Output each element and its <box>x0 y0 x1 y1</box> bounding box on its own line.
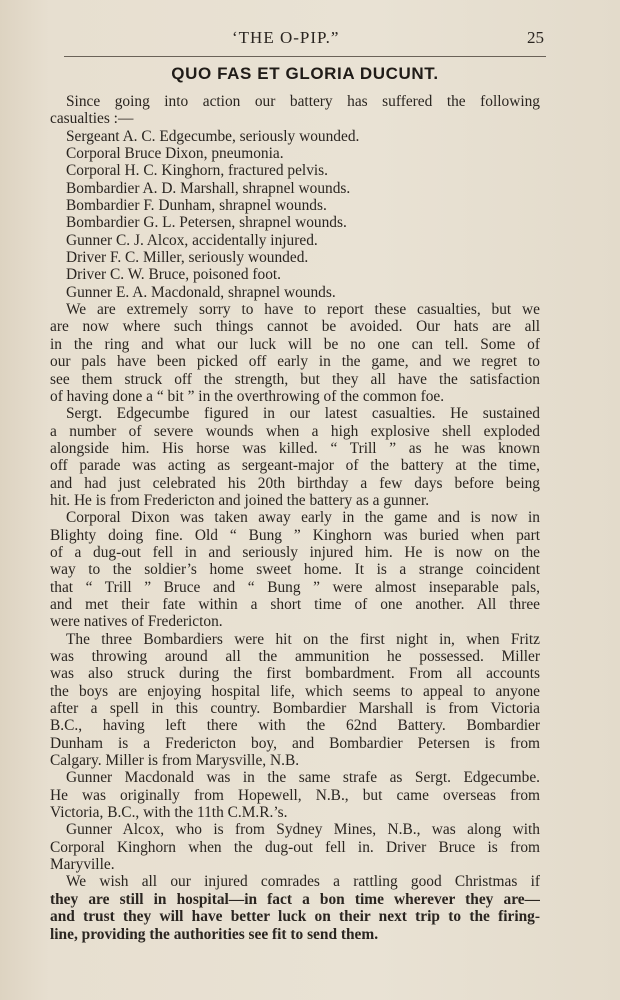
article-line: We wish all our injured comrades a rattling good Christmas if <box>66 873 540 891</box>
article-line: are now where such things cannot be avoided. Our hats are all <box>50 318 540 336</box>
article-line: Bombardier A. D. Marshall, shrapnel wounds. <box>66 179 351 197</box>
article-title: QUO FAS ET GLORIA DUCUNT. <box>171 64 439 83</box>
article-line: Since going into action our battery has suffered the following <box>66 93 540 110</box>
article-line: Dunham is a Fredericton boy, and Bombardier Petersen is from <box>50 734 540 752</box>
article-line: Driver C. W. Bruce, poisoned foot. <box>66 266 282 284</box>
article-line: Corporal Kinghorn when the dug-out fell in. Driver Bruce is from <box>50 838 540 856</box>
article-line: Maryville. <box>50 856 115 874</box>
article-line: and trust they will have better luck on their next trip to the firing- <box>50 908 540 926</box>
article-line: Gunner Alcox, who is from Sydney Mines, N.B., was along with <box>66 821 540 839</box>
article-body <box>50 93 540 943</box>
article-line: casualties :— <box>50 110 134 128</box>
article-line: of having done a “ bit ” in the overthrowing of the common foe. <box>50 387 445 405</box>
article-line: were natives of Fredericton. <box>50 613 223 631</box>
article-line: Corporal Bruce Dixon, pneumonia. <box>66 145 284 163</box>
article-line: and had just celebrated his 20th birthday a few days before being <box>50 474 540 492</box>
article-line: He was originally from Hopewell, N.B., but came overseas from <box>50 786 540 804</box>
header-rule <box>64 56 546 57</box>
article-line: see them struck off the strength, but they all have the satisfaction <box>50 370 540 388</box>
article-line: Bombardier F. Dunham, shrapnel wounds. <box>66 197 327 215</box>
article-line: alongside him. His horse was killed. “ Trill ” as he was known <box>50 439 540 457</box>
article-line: Driver F. C. Miller, seriously wounded. <box>66 249 309 267</box>
article-line: Gunner C. J. Alcox, accidentally injured. <box>66 231 318 249</box>
article-line: in the ring and what our luck will be no one can tell. Some of <box>50 335 540 353</box>
article-line: that “ Trill ” Bruce and “ Bung ” were almost inseparable pals, <box>50 578 540 596</box>
article-line: We are extremely sorry to have to report these casualties, but we <box>66 301 540 319</box>
article-line: after a spell in this country. Bombardier Marshall is from Victoria <box>50 700 540 718</box>
journal-title: ‘THE O-PIP.” <box>232 28 340 47</box>
article-line: a number of severe wounds when a high explosive shell exploded <box>50 422 540 440</box>
article-line: Sergeant A. C. Edgecumbe, seriously wounded. <box>66 127 360 145</box>
article-line: Bombardier G. L. Petersen, shrapnel wounds. <box>66 214 347 232</box>
article-line: hit. He is from Fredericton and joined the battery as a gunner. <box>50 491 430 509</box>
article-line: was throwing around all the ammunition he possessed. Miller <box>50 648 540 665</box>
article-line: way to the soldier’s home sweet home. It is a strange coincident <box>50 561 540 579</box>
article-line: of a dug-out fell in and seriously injured him. He is now on the <box>50 543 540 561</box>
article-line: our pals have been picked off early in the game, and we regret to <box>50 353 540 371</box>
article-line: Gunner Macdonald was in the same strafe as Sergt. Edgecumbe. <box>66 769 540 787</box>
article-line: line, providing the authorities see fit to send them. <box>50 925 379 943</box>
article-line: Sergt. Edgecumbe figured in our latest casualties. He sustained <box>66 405 540 423</box>
article-line: The three Bombardiers were hit on the first night in, when Fritz <box>66 630 540 648</box>
article-line: off parade was acting as sergeant-major of the battery at the time, <box>50 457 540 475</box>
article-line: B.C., having left there with the 62nd Battery. Bombardier <box>50 717 540 735</box>
article-line: Victoria, B.C., with the 11th C.M.R.’s. <box>50 804 288 822</box>
article-line: and met their fate within a short time of one another. All three <box>50 595 540 613</box>
article-line: Corporal Dixon was taken away early in the game and is now in <box>66 509 540 527</box>
article-line: the boys are enjoying hospital life, which seems to appeal to anyone <box>50 682 540 700</box>
running-header <box>0 28 620 54</box>
article-line: they are still in hospital—in fact a bon time wherever they are— <box>50 890 540 908</box>
article-line: Gunner E. A. Macdonald, shrapnel wounds. <box>66 283 336 301</box>
page-number: 25 <box>527 28 544 47</box>
article-line: Calgary. Miller is from Marysville, N.B. <box>50 752 300 770</box>
article-line: Blighty doing fine. Old “ Bung ” Kinghorn was buried when part <box>50 526 540 544</box>
article-line: Corporal H. C. Kinghorn, fractured pelvis. <box>66 162 329 180</box>
article-line: was also struck during the first bombardment. From all accounts <box>50 665 540 683</box>
